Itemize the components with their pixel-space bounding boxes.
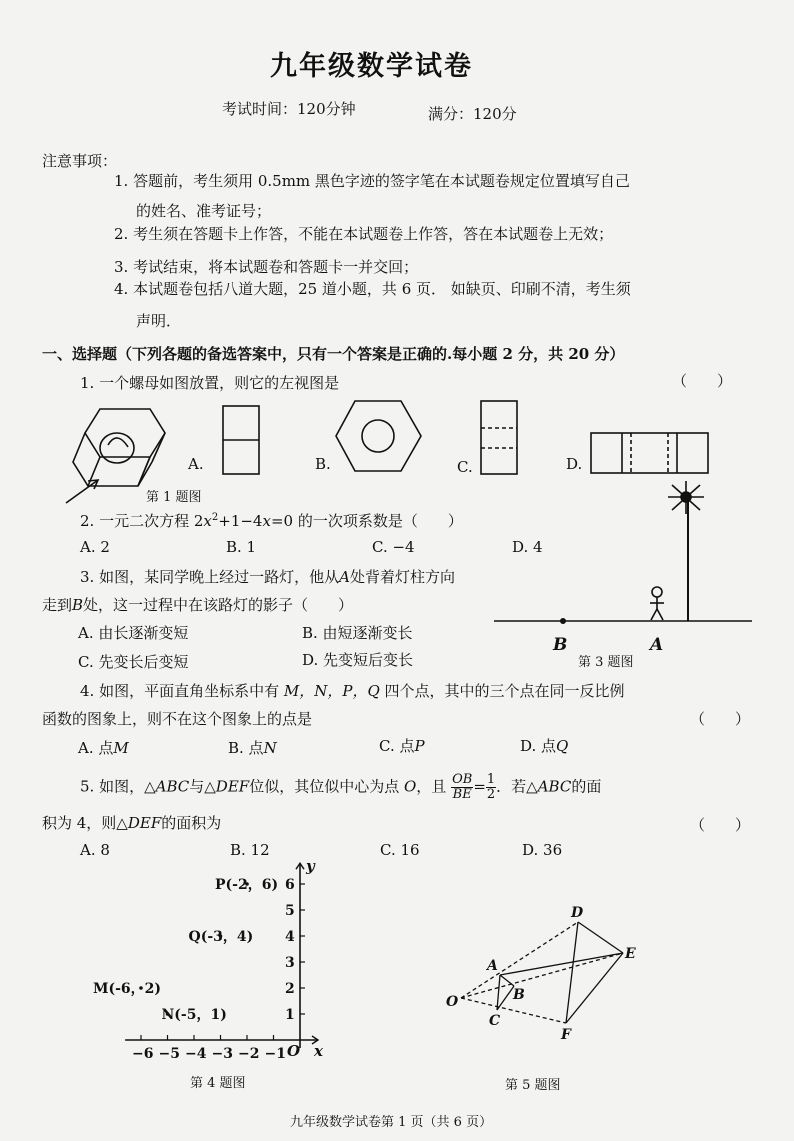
y-tick-label: 4 bbox=[285, 929, 295, 945]
x-tick-label: −4 bbox=[185, 1046, 207, 1062]
y-tick-label: 6 bbox=[285, 877, 295, 893]
notice-item-3: 3. 考试结束，将本试题卷和答题卡一并交回； bbox=[114, 258, 419, 276]
notice-item-1-cont: 的姓名、准考证号； bbox=[136, 202, 272, 220]
y-tick-label: 1 bbox=[285, 1007, 295, 1023]
page-title: 九年级数学试卷 bbox=[270, 51, 473, 82]
notice-item-1: 1. 答题前，考生须用 0.5mm 黑色字迹的签字笔在本试题卷规定位置填写自己 bbox=[114, 172, 630, 190]
q3-line-1: 3. 如图，某同学晚上经过一路灯，他从A处背着灯柱方向 bbox=[80, 568, 455, 586]
q4-line-2: 函数的图象上，则不在这个图象上的点是 bbox=[42, 710, 313, 728]
q4-option-d: D. 点Q bbox=[520, 737, 569, 755]
y-tick-label: 5 bbox=[285, 903, 295, 919]
notice-item-4-cont: 声明． bbox=[136, 312, 182, 330]
q4-option-a: A. 点M bbox=[78, 739, 129, 757]
q5-option-b: B. 12 bbox=[230, 841, 270, 859]
q5-option-d: D. 36 bbox=[522, 841, 563, 859]
q5-caption: 第 5 题图 bbox=[505, 1078, 561, 1093]
q5-label-c: C bbox=[489, 1013, 501, 1029]
section-heading: 一、选择题（下列各题的备选答案中，只有一个答案是正确的.每小题 2 分，共 20 分） bbox=[42, 345, 625, 363]
notice-item-4: 4. 本试题卷包括八道大题，25 道小题，共 6 页． 如缺页、印刷不清，考生须 bbox=[114, 280, 631, 298]
q3-label-a: A bbox=[650, 635, 664, 655]
q5-label-b: B bbox=[513, 987, 525, 1003]
notice-item-2: 2. 考生须在答题卡上作答，不能在本试题卷上作答，答在本试题卷上无效； bbox=[114, 225, 614, 243]
q3-caption: 第 3 题图 bbox=[578, 655, 634, 670]
q5-line-1: 5. 如图，△ABC与△DEF位似，其位似中心为点 O，且 $\frac{OB}{BE}$ = $\frac{1}{2}$ ．若△ABC的面 bbox=[80, 772, 602, 802]
full-score: 满分：120分 bbox=[428, 105, 517, 123]
x-tick-label: −1 bbox=[264, 1046, 286, 1062]
q5-answer-paren: （ ） bbox=[690, 816, 751, 834]
page-footer: 九年级数学试卷第 1 页（共 6 页） bbox=[290, 1115, 493, 1130]
q1-answer-paren: （ ） bbox=[672, 372, 733, 390]
q1-option-d: D. bbox=[566, 455, 583, 473]
q5-label-e: E bbox=[625, 946, 636, 962]
q3-line-2: 走到B处，这一过程中在该路灯的影子（ ） bbox=[42, 596, 354, 614]
q4-line-1: 4. 如图，平面直角坐标系中有 M，N，P，Q 四个点，其中的三个点在同一反比例 bbox=[80, 682, 625, 700]
x-tick-label: −5 bbox=[158, 1046, 180, 1062]
q5-option-a: A. 8 bbox=[80, 841, 110, 859]
q5-fraction-ob-be: $\frac{OB}{BE}$ bbox=[452, 772, 473, 802]
q1-stem: 1. 一个螺母如图放置，则它的左视图是 bbox=[80, 374, 340, 392]
q5-fraction-half: $\frac{1}{2}$ bbox=[486, 772, 496, 802]
q3-option-a: A. 由长逐渐变短 bbox=[78, 624, 189, 642]
x-axis-label: x bbox=[314, 1042, 323, 1060]
q1-option-c: C. bbox=[457, 458, 473, 476]
q3-option-c: C. 先变长后变短 bbox=[78, 653, 189, 671]
x-tick-label: −3 bbox=[211, 1046, 233, 1062]
q4-answer-paren: （ ） bbox=[690, 710, 751, 728]
point-label-p: P(-2，6) bbox=[215, 877, 279, 893]
point-label-m: M(-6，2) bbox=[93, 981, 162, 997]
q2-option-b: B. 1 bbox=[226, 538, 257, 556]
x-tick-label: −2 bbox=[238, 1046, 260, 1062]
q1-option-a: A. bbox=[188, 455, 204, 473]
q5-line-2: 积为 4，则△DEF的面积为 bbox=[42, 814, 222, 832]
origin-label: O bbox=[287, 1042, 301, 1060]
q2-stem: 2. 一元二次方程 $2x^2+1-4x=0$ 的一次项系数是（ ） bbox=[80, 512, 463, 530]
q5-label-f: F bbox=[561, 1027, 571, 1043]
q4-caption: 第 4 题图 bbox=[190, 1076, 246, 1091]
q3-label-b: B bbox=[553, 635, 568, 655]
q2-option-c: C. −4 bbox=[372, 538, 415, 556]
q3-option-d: D. 先变短后变长 bbox=[302, 651, 414, 669]
q3-option-b: B. 由短逐渐变长 bbox=[302, 624, 413, 642]
q2-option-d: D. 4 bbox=[512, 538, 543, 556]
q5-label-d: D bbox=[571, 905, 584, 921]
q1-caption: 第 1 题图 bbox=[146, 490, 202, 505]
point-label-n: N(-5，1) bbox=[161, 1007, 227, 1023]
exam-time: 考试时间：120分钟 bbox=[222, 100, 356, 118]
q2-option-a: A. 2 bbox=[80, 538, 110, 556]
y-tick-label: 3 bbox=[285, 955, 295, 971]
q4-option-b: B. 点N bbox=[228, 739, 277, 757]
x-tick-label: −6 bbox=[132, 1046, 154, 1062]
point-label-q: Q(-3，4) bbox=[188, 929, 254, 945]
q5-label-a: A bbox=[487, 958, 498, 974]
q1-option-b: B. bbox=[315, 455, 331, 473]
q5-option-c: C. 16 bbox=[380, 841, 420, 859]
y-tick-label: 2 bbox=[285, 981, 295, 997]
q5-label-o: O bbox=[446, 994, 459, 1010]
y-axis-label: y bbox=[306, 857, 315, 876]
q4-option-c: C. 点P bbox=[379, 737, 425, 755]
notice-heading: 注意事项： bbox=[42, 152, 118, 170]
